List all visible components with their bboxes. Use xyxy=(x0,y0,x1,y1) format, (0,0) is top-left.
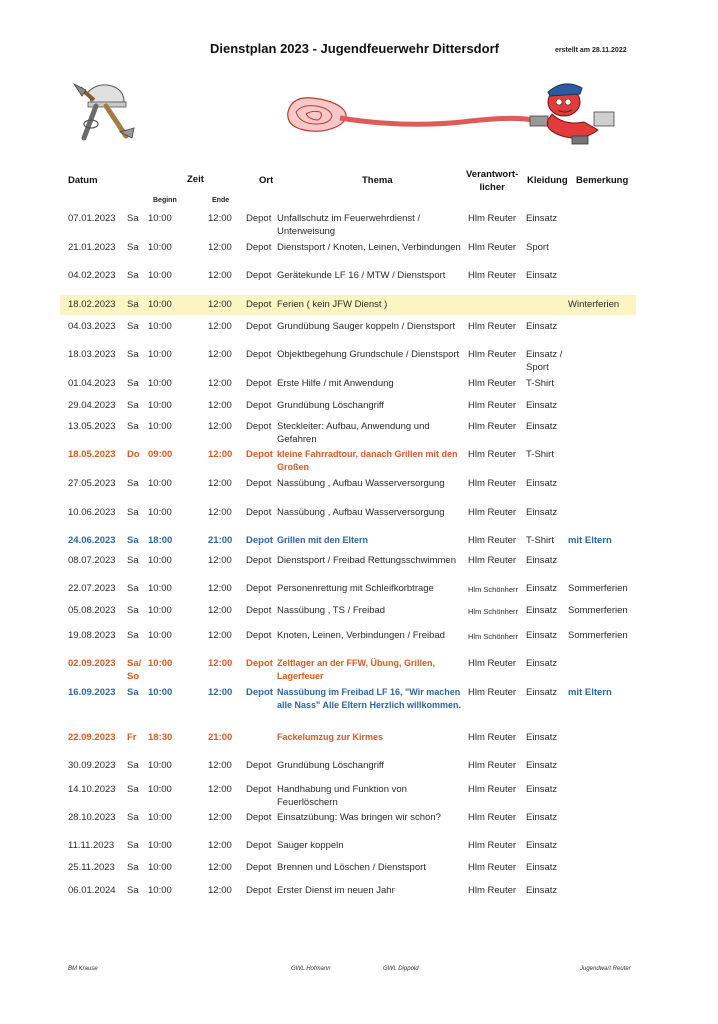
row-start-time: 10:00 xyxy=(148,760,172,771)
row-clothing: Einsatz xyxy=(526,862,558,873)
row-start-time: 10:00 xyxy=(148,555,172,566)
row-weekday: Sa xyxy=(127,812,139,823)
table-row xyxy=(60,731,636,759)
row-responsible: Hlm Reuter xyxy=(468,507,517,518)
table-row xyxy=(60,212,636,240)
row-weekday: Sa xyxy=(127,583,139,594)
row-location: Depot xyxy=(246,449,273,460)
header-beginn: Beginn xyxy=(153,197,177,204)
row-responsible: Hlm Reuter xyxy=(468,421,517,432)
table-row xyxy=(60,629,636,657)
row-date: 24.06.2023 xyxy=(68,535,116,546)
row-location: Depot xyxy=(246,421,272,432)
row-end-time: 12:00 xyxy=(208,760,232,771)
table-row xyxy=(60,884,636,912)
row-start-time: 10:00 xyxy=(148,507,172,518)
row-clothing: Einsatz xyxy=(526,583,558,594)
row-clothing: Einsatz xyxy=(526,421,558,432)
header-ort: Ort xyxy=(259,175,274,186)
row-responsible: Hlm Reuter xyxy=(468,378,517,389)
row-date: 05.08.2023 xyxy=(68,605,116,616)
row-start-time: 18:00 xyxy=(148,535,173,546)
row-date: 07.01.2023 xyxy=(68,213,116,224)
row-weekday: Sa xyxy=(127,299,139,310)
row-start-time: 10:00 xyxy=(148,299,172,310)
table-row xyxy=(60,348,636,376)
row-weekday: Sa xyxy=(127,349,139,360)
row-end-time: 12:00 xyxy=(208,349,232,360)
row-topic: Brennen und Löschen / Dienstsport xyxy=(277,862,426,873)
row-end-time: 21:00 xyxy=(208,732,233,743)
row-date: 25.11.2023 xyxy=(68,862,115,873)
row-clothing: Einsatz xyxy=(526,400,558,411)
row-location: Depot xyxy=(246,213,272,224)
row-weekday: Sa xyxy=(127,378,139,389)
row-weekday: Sa xyxy=(127,213,139,224)
table-row xyxy=(60,420,636,448)
firefighter-tools-illustration xyxy=(66,80,144,142)
row-location: Depot xyxy=(246,760,272,771)
row-topic: Grundübung Sauger koppeln / Dienstsport xyxy=(277,321,455,332)
row-weekday: Sa xyxy=(127,760,139,771)
row-end-time: 12:00 xyxy=(208,555,232,566)
row-date: 21.01.2023 xyxy=(68,242,116,253)
row-start-time: 10:00 xyxy=(148,605,172,616)
row-date: 22.09.2023 xyxy=(68,732,116,743)
hose-mascot-illustration xyxy=(282,78,622,148)
row-location: Depot xyxy=(246,812,272,823)
row-date: 10.06.2023 xyxy=(68,507,116,518)
row-topic: Nassübung , Aufbau Wasserversorgung xyxy=(277,507,445,518)
row-weekday: Sa xyxy=(127,478,139,489)
row-end-time: 12:00 xyxy=(208,421,232,432)
row-clothing: Einsatz xyxy=(526,213,558,224)
row-end-time: 12:00 xyxy=(208,583,232,594)
row-end-time: 12:00 xyxy=(208,687,233,698)
row-topic: Dienstsport / Knoten, Leinen, Verbindungen xyxy=(277,242,461,253)
row-date: 04.03.2023 xyxy=(68,321,116,332)
row-responsible: Hlm Reuter xyxy=(468,270,517,281)
table-row xyxy=(60,477,636,505)
row-weekday: Sa xyxy=(127,321,139,332)
row-end-time: 12:00 xyxy=(208,478,232,489)
table-row xyxy=(60,686,636,714)
row-date: 13.05.2023 xyxy=(68,421,116,432)
row-topic: Nassübung im Freibad LF 16, "Wir machen alle Nass" Alle Eltern Herzlich willkommen. xyxy=(277,687,461,710)
row-weekday: Sa xyxy=(127,507,139,518)
page-title: Dienstplan 2023 - Jugendfeuerwehr Dittersdorf xyxy=(210,41,499,56)
row-end-time: 21:00 xyxy=(208,535,233,546)
row-responsible: Hlm Reuter xyxy=(468,658,517,669)
row-start-time: 10:00 xyxy=(148,321,172,332)
header-kleidung: Kleidung xyxy=(527,175,568,186)
table-row xyxy=(60,506,636,534)
row-weekday: Sa xyxy=(127,862,139,873)
row-location: Depot xyxy=(246,478,272,489)
row-clothing: T-Shirt xyxy=(526,378,554,389)
row-clothing: Einsatz xyxy=(526,760,558,771)
row-date: 28.10.2023 xyxy=(68,812,116,823)
row-remark: Winterferien xyxy=(568,299,620,310)
table-row xyxy=(60,657,636,685)
row-topic: Objektbegehung Grundschule / Dienstsport xyxy=(277,349,460,360)
row-responsible: Hlm Reuter xyxy=(468,349,517,360)
row-clothing: T-Shirt xyxy=(526,449,554,460)
row-start-time: 10:00 xyxy=(148,658,173,669)
row-topic: kleine Fahrradtour, danach Grillen mit den Großen xyxy=(277,449,458,472)
row-location: Depot xyxy=(246,242,272,253)
row-start-time: 10:00 xyxy=(148,242,172,253)
row-clothing: Einsatz xyxy=(526,507,558,518)
row-start-time: 10:00 xyxy=(148,862,172,873)
row-start-time: 10:00 xyxy=(148,583,172,594)
row-start-time: 18:30 xyxy=(148,732,173,743)
row-responsible: Hlm Schönherr xyxy=(468,632,519,641)
row-end-time: 12:00 xyxy=(208,658,233,669)
row-date: 04.02.2023 xyxy=(68,270,116,281)
row-remark: Sommerferien xyxy=(568,630,628,641)
row-end-time: 12:00 xyxy=(208,400,232,411)
row-topic: Personenrettung mit Schleifkorbtrage xyxy=(277,583,434,594)
created-date: erstellt am 28.11.2022 xyxy=(555,47,627,54)
header-bemerkung: Bemerkung xyxy=(576,175,629,186)
table-row xyxy=(60,811,636,839)
row-clothing: T-Shirt xyxy=(526,535,554,546)
row-date: 27.05.2023 xyxy=(68,478,116,489)
row-topic: Steckleiter: Aufbau, Anwendung und Gefahren xyxy=(277,421,430,445)
row-remark: mit Eltern xyxy=(568,687,612,698)
row-date: 16.09.2023 xyxy=(68,687,116,698)
row-clothing: Einsatz xyxy=(526,270,558,281)
row-start-time: 10:00 xyxy=(148,400,172,411)
row-remark: Sommerferien xyxy=(568,605,628,616)
row-clothing: Einsatz xyxy=(526,840,558,851)
row-location: Depot xyxy=(246,658,273,669)
row-date: 29.04.2023 xyxy=(68,400,116,411)
row-date: 08.07.2023 xyxy=(68,555,116,566)
row-responsible: Hlm Reuter xyxy=(468,242,517,253)
row-remark: Sommerferien xyxy=(568,583,628,594)
row-topic: Gerätekunde LF 16 / MTW / Dienstsport xyxy=(277,270,446,281)
row-location: Depot xyxy=(246,840,272,851)
row-weekday: Sa xyxy=(127,242,139,253)
row-start-time: 10:00 xyxy=(148,478,172,489)
row-date: 06.01.2024 xyxy=(68,885,116,896)
row-start-time: 09:00 xyxy=(148,449,173,460)
row-topic: Grillen mit den Eltern xyxy=(277,535,369,545)
row-date: 14.10.2023 xyxy=(68,784,116,795)
header-ende: Ende xyxy=(212,197,230,204)
row-start-time: 10:00 xyxy=(148,812,172,823)
row-clothing: Einsatz xyxy=(526,478,558,489)
row-weekday: Sa/ So xyxy=(127,658,142,682)
row-end-time: 12:00 xyxy=(208,242,232,253)
row-start-time: 10:00 xyxy=(148,687,173,698)
row-clothing: Einsatz xyxy=(526,555,558,566)
row-remark: mit Eltern xyxy=(568,535,612,546)
row-weekday: Sa xyxy=(127,840,139,851)
row-start-time: 10:00 xyxy=(148,213,172,224)
row-topic: Dienstsport / Freibad Rettungsschwimmen xyxy=(277,555,456,566)
row-location: Depot xyxy=(246,378,272,389)
table-row xyxy=(60,269,636,297)
row-responsible: Hlm Reuter xyxy=(468,784,517,795)
row-start-time: 10:00 xyxy=(148,421,172,432)
header-datum: Datum xyxy=(68,175,98,186)
row-responsible: Hlm Reuter xyxy=(468,885,517,896)
row-end-time: 12:00 xyxy=(208,378,232,389)
row-end-time: 12:00 xyxy=(208,321,232,332)
row-topic: Grundübung Löschangriff xyxy=(277,760,385,771)
row-weekday: Sa xyxy=(127,630,139,641)
row-start-time: 10:00 xyxy=(148,784,172,795)
row-responsible: Hlm Reuter xyxy=(468,812,517,823)
row-clothing: Einsatz xyxy=(526,321,558,332)
row-weekday: Sa xyxy=(127,555,139,566)
row-weekday: Do xyxy=(127,449,140,460)
row-weekday: Sa xyxy=(127,687,139,698)
row-clothing: Einsatz xyxy=(526,784,558,795)
row-date: 22.07.2023 xyxy=(68,583,116,594)
row-location: Depot xyxy=(246,555,272,566)
table-row xyxy=(60,295,636,315)
row-date: 18.03.2023 xyxy=(68,349,116,360)
row-responsible: Hlm Reuter xyxy=(468,213,517,224)
row-location: Depot xyxy=(246,885,272,896)
row-date: 11.11.2023 xyxy=(68,840,115,851)
row-responsible: Hlm Reuter xyxy=(468,732,517,743)
row-topic: Nassübung , Aufbau Wasserversorgung xyxy=(277,478,445,489)
row-date: 30.09.2023 xyxy=(68,760,116,771)
row-clothing: Einsatz xyxy=(526,630,558,641)
row-location: Depot xyxy=(246,605,272,616)
row-responsible: Hlm Schönherr xyxy=(468,585,519,594)
signature-gwl-hofmann: GWL Hofmann xyxy=(291,966,331,972)
row-topic: Grundübung Löschangriff xyxy=(277,400,385,411)
row-end-time: 12:00 xyxy=(208,605,232,616)
row-weekday: Fr xyxy=(127,732,137,743)
row-weekday: Sa xyxy=(127,885,139,896)
row-weekday: Sa xyxy=(127,270,139,281)
row-clothing: Einsatz / Sport xyxy=(526,349,563,373)
row-topic: Handhabung und Funktion von Feuerlöschern xyxy=(277,784,407,808)
row-location: Depot xyxy=(246,400,272,411)
row-clothing: Einsatz xyxy=(526,812,558,823)
row-end-time: 12:00 xyxy=(208,784,232,795)
row-end-time: 12:00 xyxy=(208,270,232,281)
row-clothing: Einsatz xyxy=(526,658,558,669)
row-end-time: 12:00 xyxy=(208,630,232,641)
row-start-time: 10:00 xyxy=(148,885,172,896)
row-weekday: Sa xyxy=(127,400,139,411)
header-thema: Thema xyxy=(362,175,393,186)
row-end-time: 12:00 xyxy=(208,449,233,460)
row-start-time: 10:00 xyxy=(148,840,172,851)
row-weekday: Sa xyxy=(127,535,139,546)
row-topic: Ferien ( kein JFW Dienst ) xyxy=(277,299,388,310)
row-location: Depot xyxy=(246,583,272,594)
row-location: Depot xyxy=(246,687,273,698)
row-responsible: Hlm Reuter xyxy=(468,449,517,460)
table-row xyxy=(60,320,636,348)
row-clothing: Einsatz xyxy=(526,732,558,743)
row-location: Depot xyxy=(246,784,272,795)
row-responsible: Hlm Reuter xyxy=(468,760,517,771)
row-location: Depot xyxy=(246,270,272,281)
signature-gwl-dippold: GWL Dippold xyxy=(383,966,419,972)
row-location: Depot xyxy=(246,299,272,310)
row-responsible: Hlm Reuter xyxy=(468,400,517,411)
row-weekday: Sa xyxy=(127,605,139,616)
table-row xyxy=(60,604,636,632)
row-date: 01.04.2023 xyxy=(68,378,116,389)
row-end-time: 12:00 xyxy=(208,840,232,851)
table-row xyxy=(60,554,636,582)
row-location: Depot xyxy=(246,535,273,546)
row-responsible: Hlm Reuter xyxy=(468,862,517,873)
row-topic: Unfallschutz im Feuerwehrdienst / Unterweisung xyxy=(277,213,421,237)
row-weekday: Sa xyxy=(127,784,139,795)
row-date: 19.08.2023 xyxy=(68,630,116,641)
row-date: 02.09.2023 xyxy=(68,658,116,669)
row-clothing: Einsatz xyxy=(526,885,558,896)
row-responsible: Hlm Reuter xyxy=(468,535,517,546)
row-end-time: 12:00 xyxy=(208,213,232,224)
row-responsible: Hlm Reuter xyxy=(468,840,517,851)
table-row xyxy=(60,241,636,269)
row-date: 18.02.2023 xyxy=(68,299,116,310)
row-end-time: 12:00 xyxy=(208,885,232,896)
row-clothing: Einsatz xyxy=(526,687,558,698)
row-location: Depot xyxy=(246,321,272,332)
row-location: Depot xyxy=(246,862,272,873)
row-start-time: 10:00 xyxy=(148,270,172,281)
row-start-time: 10:00 xyxy=(148,349,172,360)
row-end-time: 12:00 xyxy=(208,299,232,310)
row-end-time: 12:00 xyxy=(208,812,232,823)
row-location: Depot xyxy=(246,507,272,518)
row-weekday: Sa xyxy=(127,421,139,432)
row-end-time: 12:00 xyxy=(208,862,232,873)
row-location: Depot xyxy=(246,349,272,360)
row-topic: Erster Dienst im neuen Jahr xyxy=(277,885,395,896)
signature-bm-krause: BM Krause xyxy=(68,966,98,972)
row-responsible: Hlm Reuter xyxy=(468,478,517,489)
table-row xyxy=(60,783,636,811)
row-topic: Einsatzübung: Was bringen wir schon? xyxy=(277,812,441,823)
row-clothing: Sport xyxy=(526,242,549,253)
row-date: 18.05.2023 xyxy=(68,449,116,460)
row-topic: Sauger koppeln xyxy=(277,840,344,851)
header-verantwortlich: Verantwort- licher xyxy=(466,169,519,193)
header-zeit: Zeit xyxy=(187,174,204,185)
row-responsible: Hlm Reuter xyxy=(468,555,517,566)
row-responsible: Hlm Reuter xyxy=(468,321,517,332)
row-responsible: Hlm Schönherr xyxy=(468,607,519,616)
row-topic: Knoten, Leinen, Verbindungen / Freibad xyxy=(277,630,445,641)
row-start-time: 10:00 xyxy=(148,378,172,389)
row-topic: Nassübung , TS / Freibad xyxy=(277,605,386,616)
row-location: Depot xyxy=(246,630,272,641)
row-topic: Fackelumzug zur Kirmes xyxy=(277,732,384,742)
row-start-time: 10:00 xyxy=(148,630,172,641)
row-topic: Erste Hilfe / mit Anwendung xyxy=(277,378,394,389)
row-responsible: Hlm Reuter xyxy=(468,687,517,698)
signature-jugendwart-reuter: Jugendwart Reuter xyxy=(580,966,631,972)
row-end-time: 12:00 xyxy=(208,507,232,518)
table-row xyxy=(60,448,636,476)
row-topic: Zeltlager an der FFW, Übung, Grillen, Lagerfeuer xyxy=(277,658,436,681)
row-clothing: Einsatz xyxy=(526,605,558,616)
